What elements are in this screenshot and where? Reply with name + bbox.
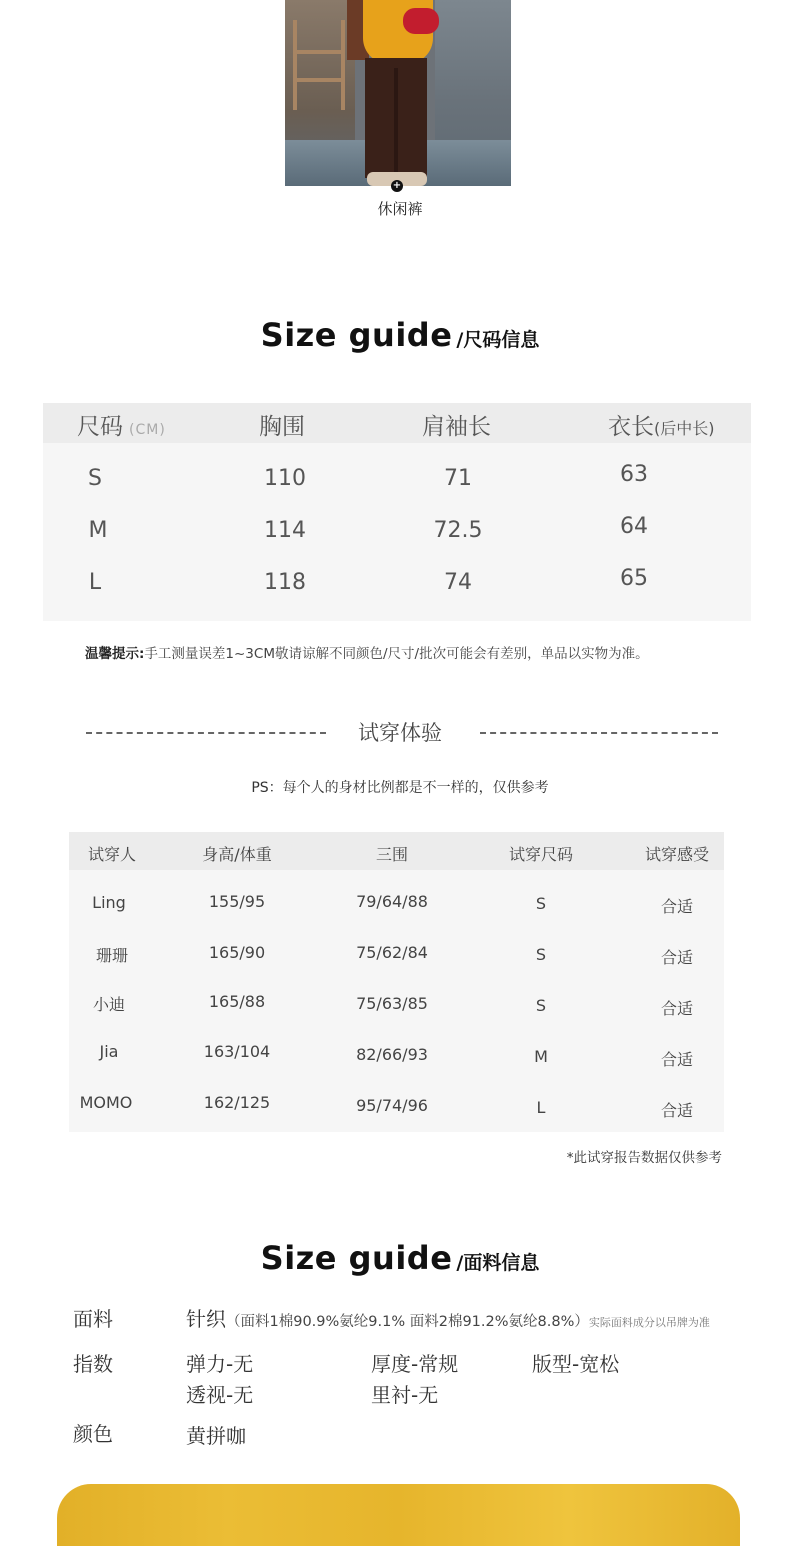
table-row-measurements: 79/64/88 [356,892,428,911]
table-row-person: MOMO [79,1093,133,1112]
tip-text: 手工测量误差1~3CM敬请谅解不同颜色/尺寸/批次可能会有差别，单品以实物为准。 [144,646,649,662]
header-size: 尺码 (CM) [77,414,166,440]
thickness-value: 厚度-常规 [371,1352,459,1376]
table-row-feel: 合适 [660,948,693,967]
table-row-height-weight: 155/95 [208,892,266,911]
header-feel: 试穿感受 [644,845,709,864]
transparency-value: 透视-无 [186,1383,254,1407]
table-row-feel: 合适 [660,1050,693,1069]
table-row-height-weight: 165/90 [208,943,266,962]
lining-value: 里衬-无 [371,1383,439,1407]
fit-value: 版型-宽松 [532,1352,620,1376]
table-row-person: Ling [92,893,126,912]
table-row-measurements: 75/63/85 [356,994,428,1013]
fabric-label: 面料 [73,1307,113,1331]
table-row-height-weight: 162/125 [203,1093,271,1112]
table-row-height-weight: 163/104 [203,1042,271,1061]
elasticity-value: 弹力-无 [186,1352,254,1376]
index-label: 指数 [73,1352,113,1376]
header-size-unit: CM [135,422,160,438]
size-row-size: M [88,518,108,543]
table-row-size: L [536,1098,546,1117]
header-height-weight: 身高/体重 [202,845,272,864]
fabric-guide-subtitle: /面料信息 [456,1252,540,1274]
size-row-sleeve: 72.5 [433,518,483,543]
table-row-size: S [535,945,547,964]
color-label: 颜色 [73,1422,113,1446]
size-row-sleeve: 74 [444,570,472,595]
size-row-sleeve: 71 [444,466,472,491]
product-photo [285,0,511,186]
header-length-label: 衣长 [608,414,654,440]
size-row-chest: 110 [264,466,306,491]
size-row-length: 65 [620,566,648,591]
try-on-table [69,832,724,1132]
table-row-person: 小迪 [92,995,125,1014]
table-row-person: 珊珊 [95,946,128,965]
header-sleeve: 肩袖长 [422,414,491,440]
size-row-chest: 114 [264,518,306,543]
table-row-measurements: 95/74/96 [356,1096,428,1115]
fabric-detail: （面料1棉90.9%氨纶9.1% 面料2棉91.2%氨纶8.8%） [226,1314,589,1330]
table-row-size: M [534,1047,548,1066]
fabric-value: 针织 [186,1307,226,1331]
fabric-guide-title: Size guide [260,1239,453,1277]
measurement-tip [85,642,649,662]
header-person: 试穿人 [87,845,136,864]
photo-chair [293,20,345,110]
photo-pants [365,58,427,178]
header-try-size: 试穿尺码 [508,845,573,864]
size-row-chest: 118 [264,570,306,595]
photo-caption: 休闲裤 [377,200,423,218]
table-row-size: S [535,996,547,1015]
header-size-label: 尺码 [77,414,123,440]
plus-icon[interactable]: + [392,180,402,191]
fabric-swatch-image [57,1484,740,1546]
table-row-height-weight: 165/88 [208,992,266,1011]
header-length [608,408,715,441]
try-on-title: 试穿体验 [358,721,442,745]
fabric-row [186,1303,710,1332]
photo-red-bag [403,8,439,34]
size-row-length: 64 [620,514,648,539]
size-row-size: S [88,466,102,491]
color-value: 黄拼咖 [186,1424,246,1448]
size-table [43,403,751,621]
table-row-feel: 合适 [660,1101,693,1120]
table-row-size: S [535,894,547,913]
table-row-feel: 合适 [660,897,693,916]
header-length-note: (后中长) [654,419,715,438]
size-guide-heading [0,316,800,354]
tip-label: 温馨提示: [85,646,145,662]
table-row-measurements: 75/62/84 [356,943,428,962]
header-measurements: 三围 [375,845,408,864]
divider-right [480,732,718,734]
fabric-disclaimer: 实际面料成分以吊牌为准 [588,1316,710,1329]
size-guide-title: Size guide [260,316,453,354]
table-row-measurements: 82/66/93 [356,1045,428,1064]
try-on-note: *此试穿报告数据仅供参考 [566,1150,722,1166]
try-on-ps: PS：每个人的身材比例都是不一样的，仅供参考 [251,780,549,796]
header-chest: 胸围 [259,414,305,440]
table-row-person: Jia [99,1042,119,1061]
size-row-size: L [88,570,102,595]
size-row-length: 63 [620,462,648,487]
size-guide-subtitle: /尺码信息 [456,329,540,351]
table-row-feel: 合适 [660,999,693,1018]
fabric-guide-heading [0,1239,800,1277]
